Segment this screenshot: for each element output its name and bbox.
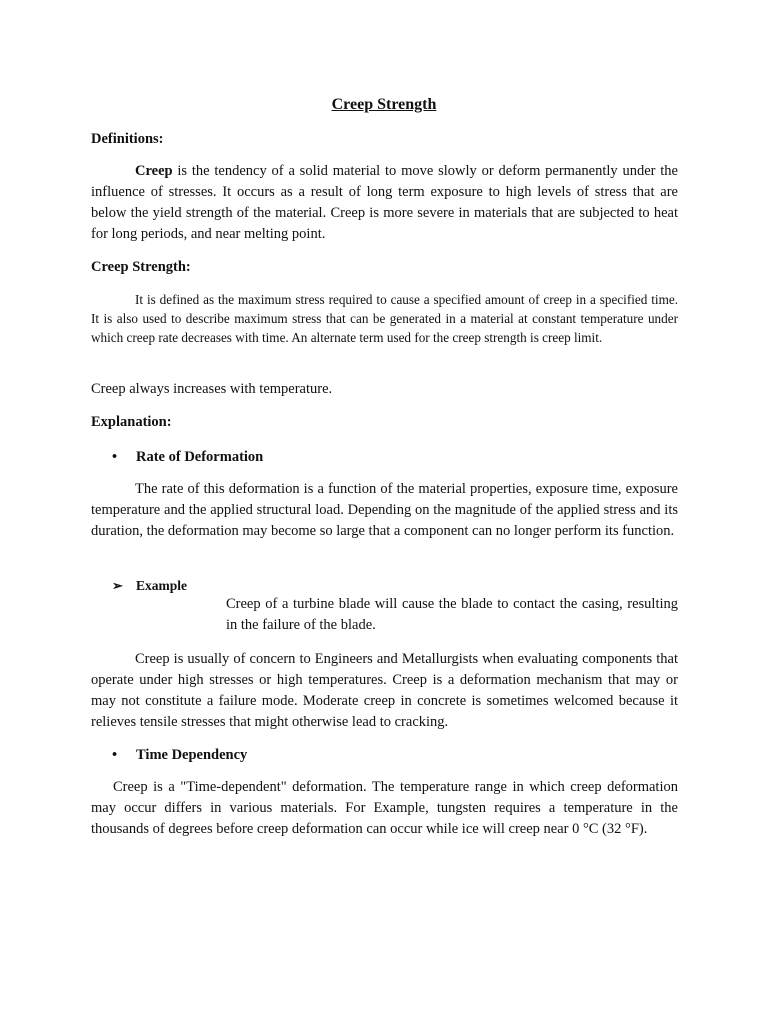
explanation-heading: Explanation: [91,414,172,430]
rate-heading: Rate of Deformation [136,449,264,465]
definitions-heading: Definitions: [91,131,164,147]
creep-strength-heading: Creep Strength: [91,259,191,275]
bullet-time-dependency [112,745,247,766]
creep-definition-text: is the tendency of a solid material to move slowly or deform permanently under the influence of stresses. It occurs as a result of long term exposure to high levels of stress that are below the yield strength of the material. Creep is more severe in materials that are subjected to heat for long periods, and near melting point. [91,163,678,242]
bullet-icon: • [112,747,118,763]
example-row [112,575,187,596]
example-label: Example [136,578,188,593]
page-title: Creep Strength [331,96,437,113]
time-paragraph: Creep is a "Time-dependent" deformation. The temperature range in which creep deformation may occur differs in various materials. For Example, tungsten requires a temperature in the thousands of degrees before creep deformation can occur while ice will creep near 0 °C (32 °F). [91,779,678,837]
bullet-rate-of-deformation [112,447,263,468]
rate-paragraph: The rate of this deformation is a function of the material properties, exposure time, exposure temperature and the applied structural load. Depending on the magnitude of the applied stress and its duration, the deformation may become so large that a component can no longer perform its function. [91,481,678,539]
temperature-note: Creep always increases with temperature. [91,381,333,397]
bullet-icon: • [112,449,118,465]
arrow-bullet-icon: ➢ [112,578,123,593]
creep-strength-paragraph: It is defined as the maximum stress required to cause a specified amount of creep in a specified time. It is also used to describe maximum stress that can be generated in a material at constant temperature under which creep rate decreases with time. An alternate term used for the creep strength is creep limit. [91,292,678,345]
concern-paragraph: Creep is usually of concern to Engineers and Metallurgists when evaluating components that operate under high stresses or high temperatures. Creep is a deformation mechanism that may or may not constitute a failure mode. Moderate creep in concrete is sometimes welcomed because it relieves tensile stresses that might otherwise lead to cracking. [91,651,678,730]
creep-term: Creep [135,163,173,179]
time-heading: Time Dependency [136,747,248,763]
creep-definition-paragraph [91,161,678,245]
example-paragraph: Creep of a turbine blade will cause the blade to contact the casing, resulting in the failure of the blade. [226,596,678,633]
